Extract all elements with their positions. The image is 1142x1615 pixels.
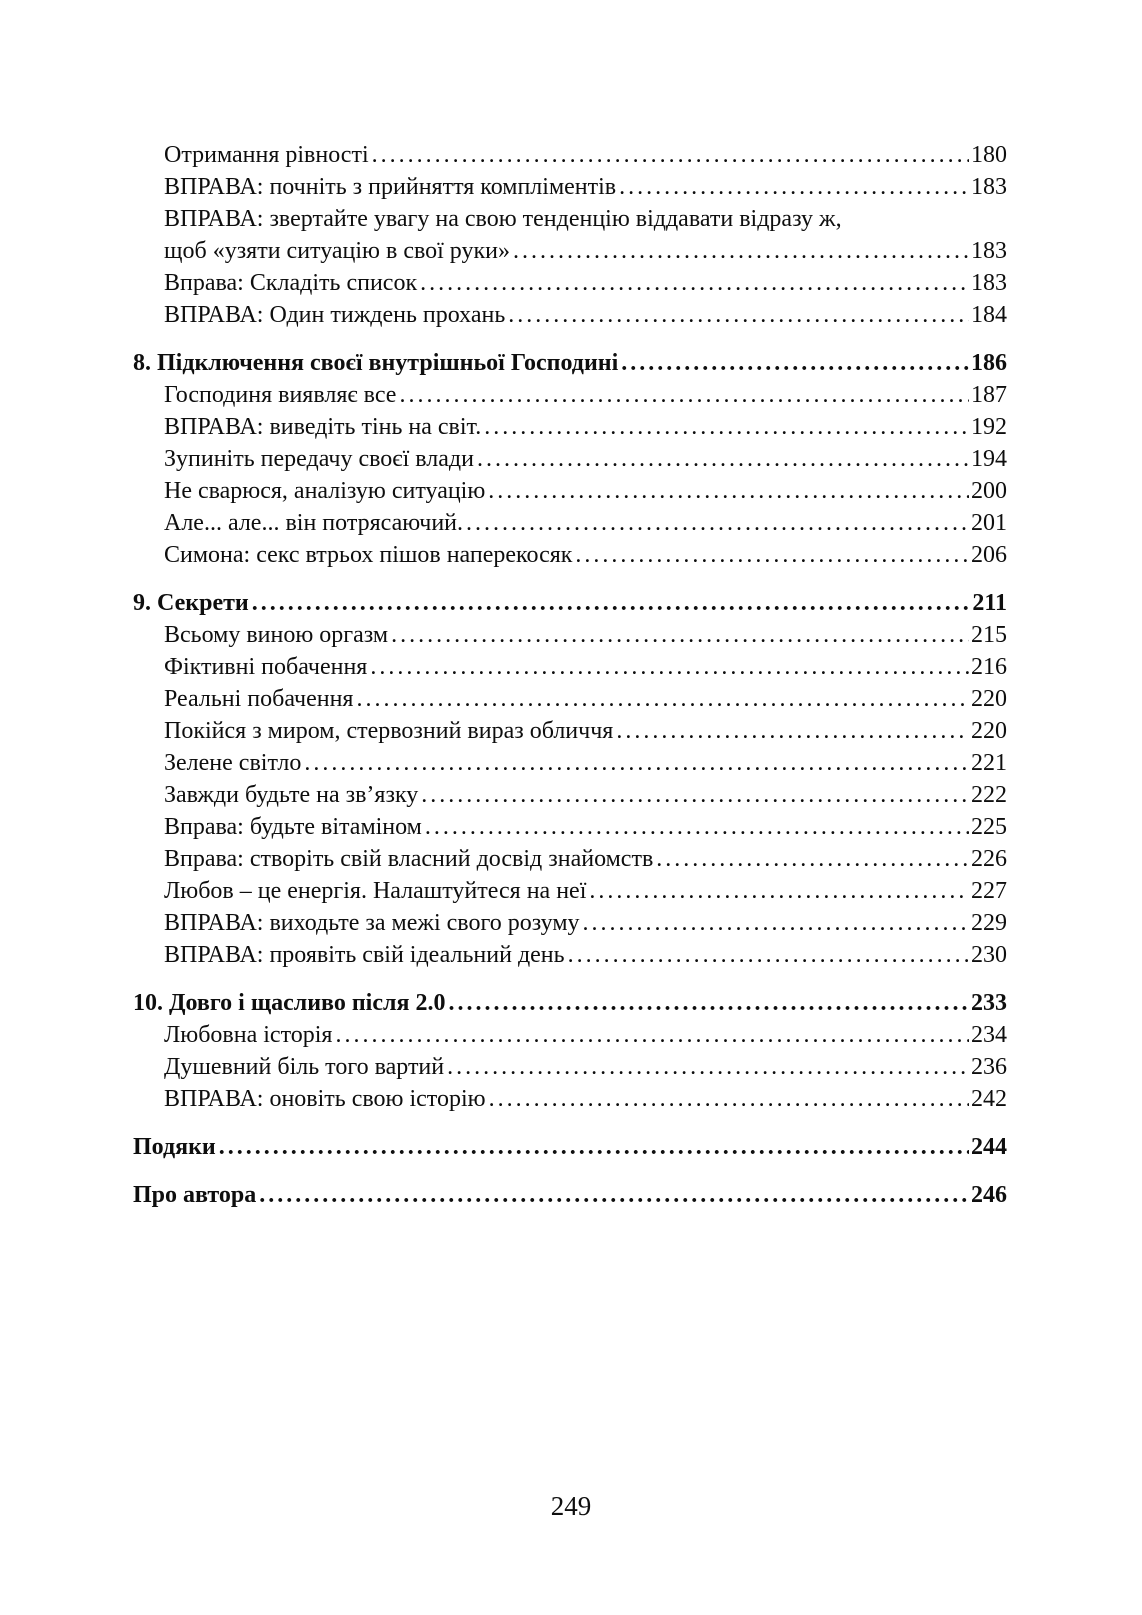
toc-leader-dots — [301, 747, 969, 779]
toc-leader-dots — [445, 987, 969, 1019]
footer-page-number: 249 — [550, 1491, 592, 1521]
toc-page-number: 220 — [971, 718, 1007, 744]
toc-sub-entry — [133, 811, 1007, 843]
toc-entry-title: Покійся з миром, стервозний вираз обличчя — [164, 718, 614, 744]
toc-entry-title: Про автора — [133, 1182, 257, 1208]
toc-entry-title: 10. Довго і щасливо після 2.0 — [133, 990, 446, 1016]
toc-leader-dots — [367, 651, 969, 683]
toc-sub-entry — [133, 683, 1007, 715]
toc-sub-entry — [133, 843, 1007, 875]
toc-sub-entry — [133, 475, 1007, 507]
toc-page-number: 184 — [971, 302, 1007, 328]
toc-entry-title: Подяки — [133, 1134, 216, 1160]
toc-entry-title: ВПРАВА: виходьте за межі свого розуму — [164, 910, 580, 936]
toc-chapter-entry — [133, 587, 1007, 619]
toc-leader-dots — [417, 267, 969, 299]
toc-sub-entry — [133, 939, 1007, 971]
toc-page-number: 206 — [971, 542, 1007, 568]
toc-sub-entry — [133, 539, 1007, 571]
toc-entry-title: 9. Секрети — [133, 590, 249, 616]
toc-page-number: 180 — [971, 142, 1007, 168]
toc-leader-dots — [444, 1051, 969, 1083]
toc-entry-title: ВПРАВА: виведіть тінь на світ. — [164, 414, 482, 440]
toc-chapter-entry — [133, 347, 1007, 379]
toc-page-number: 227 — [971, 878, 1007, 904]
toc-sub-entry — [133, 907, 1007, 939]
toc-entry-title: Завжди будьте на зв’язку — [164, 782, 419, 808]
toc-sub-entry — [133, 411, 1007, 443]
toc-page-number: 215 — [971, 622, 1007, 648]
toc-entry-title: Зупиніть передачу своєї влади — [164, 446, 474, 472]
toc-leader-dots — [616, 171, 969, 203]
toc-page-number: 194 — [971, 446, 1007, 472]
toc-sub-entry — [133, 171, 1007, 203]
toc-sub-entry — [133, 1019, 1007, 1051]
toc-leader-dots — [249, 587, 971, 619]
toc-leader-dots — [613, 715, 969, 747]
toc-sub-entry — [133, 139, 1007, 171]
toc-entry-title: ВПРАВА: почніть з прийняття компліментів — [164, 174, 617, 200]
toc-page-number: 234 — [971, 1022, 1007, 1048]
toc-page-number: 244 — [971, 1134, 1007, 1160]
toc-page-number: 230 — [971, 942, 1007, 968]
toc-entry-title: ВПРАВА: звертайте увагу на свою тенденцію віддавати відразу ж, — [164, 206, 842, 232]
toc-page-number: 183 — [971, 270, 1007, 296]
toc-leader-dots — [396, 379, 969, 411]
toc-sub-entry — [133, 267, 1007, 299]
toc-entry-title: 8. Підключення своєї внутрішньої Господині — [133, 350, 619, 376]
toc-entry-title: Реальні побачення — [164, 686, 354, 712]
toc-entry-title: Отримання рівності — [164, 142, 369, 168]
toc-entry-title: ВПРАВА: оновіть свою історію — [164, 1086, 486, 1112]
toc-page-number: 211 — [972, 590, 1007, 616]
toc-sub-entry — [133, 235, 1007, 267]
toc-page-number: 183 — [971, 174, 1007, 200]
toc-leader-dots — [486, 1083, 969, 1115]
toc-page-number: 242 — [971, 1086, 1007, 1112]
toc-leader-dots — [353, 683, 969, 715]
toc-sub-entry — [133, 1083, 1007, 1115]
toc-entry-title: Душевний біль того вартий — [164, 1054, 445, 1080]
toc-entry-title: Не сварюся, аналізую ситуацію — [164, 478, 486, 504]
toc-leader-dots — [418, 779, 969, 811]
toc-entry-title: Але... але... він потрясаючий. — [164, 510, 464, 536]
toc-page-number: 220 — [971, 686, 1007, 712]
toc-list — [133, 139, 1007, 1211]
toc-sub-entry — [133, 379, 1007, 411]
toc-sub-entry — [133, 651, 1007, 683]
toc-page-number: 192 — [971, 414, 1007, 440]
toc-page-number: 246 — [971, 1182, 1007, 1208]
toc-sub-entry — [133, 779, 1007, 811]
toc-entry-title: Вправа: будьте вітаміном — [164, 814, 422, 840]
toc-leader-dots — [586, 875, 969, 907]
toc-sub-entry — [133, 1051, 1007, 1083]
toc-page-number: 236 — [971, 1054, 1007, 1080]
toc-entry-title: Фіктивні побачення — [164, 654, 368, 680]
toc-sub-entry — [133, 747, 1007, 779]
toc-page-number: 186 — [971, 350, 1007, 376]
toc-sub-entry — [133, 507, 1007, 539]
toc-sub-entry — [133, 443, 1007, 475]
toc-entry-title: Вправа: Складіть список — [164, 270, 418, 296]
toc-entry-title: Вправа: створіть свій власний досвід знайомств — [164, 846, 654, 872]
toc-leader-dots — [388, 619, 969, 651]
toc-leader-dots — [618, 347, 969, 379]
toc-leader-dots — [256, 1179, 969, 1211]
toc-leader-dots — [474, 443, 969, 475]
toc-entry-title: Любов – це енергія. Налаштуйтеся на неї — [164, 878, 587, 904]
toc-sub-entry — [133, 875, 1007, 907]
toc-page-number: 225 — [971, 814, 1007, 840]
toc-page-number: 216 — [971, 654, 1007, 680]
toc-sub-entry — [133, 715, 1007, 747]
toc-sub-entry — [133, 299, 1007, 331]
toc-leader-dots — [505, 299, 969, 331]
toc-entry-title: Господиня виявляє все — [164, 382, 397, 408]
toc-leader-dots — [565, 939, 969, 971]
toc-leader-dots — [463, 507, 969, 539]
toc-leader-dots — [422, 811, 969, 843]
toc-entry-title: щоб «узяти ситуацію в свої руки» — [164, 238, 510, 264]
toc-chapter-entry — [133, 987, 1007, 1019]
toc-leader-dots — [580, 907, 969, 939]
toc-page-number: 229 — [971, 910, 1007, 936]
toc-page-number: 187 — [971, 382, 1007, 408]
toc-leader-dots — [481, 411, 969, 443]
toc-leader-dots — [485, 475, 969, 507]
toc-page-number: 221 — [971, 750, 1007, 776]
toc-page-number: 233 — [971, 990, 1007, 1016]
toc-leader-dots — [653, 843, 969, 875]
toc-page-number: 183 — [971, 238, 1007, 264]
toc-entry-title: Любовна історія — [164, 1022, 333, 1048]
toc-leader-dots — [332, 1019, 969, 1051]
toc-sub-entry — [133, 619, 1007, 651]
toc-leader-dots — [572, 539, 969, 571]
toc-page-number: 201 — [971, 510, 1007, 536]
toc-entry-title: Зелене світло — [164, 750, 302, 776]
toc-entry-title: Всьому виною оргазм — [164, 622, 389, 648]
toc-leader-dots — [369, 139, 969, 171]
toc-chapter-entry — [133, 1179, 1007, 1211]
toc-leader-dots — [216, 1131, 969, 1163]
toc-sub-entry — [133, 203, 1007, 235]
toc-entry-title: ВПРАВА: Один тиждень прохань — [164, 302, 506, 328]
toc-entry-title: ВПРАВА: проявіть свій ідеальний день — [164, 942, 565, 968]
toc-entry-title: Симона: секс втрьох пішов наперекосяк — [164, 542, 573, 568]
toc-leader-dots — [510, 235, 969, 267]
toc-page-number: 222 — [971, 782, 1007, 808]
toc-page-number: 200 — [971, 478, 1007, 504]
toc-page-number: 226 — [971, 846, 1007, 872]
toc-chapter-entry — [133, 1131, 1007, 1163]
